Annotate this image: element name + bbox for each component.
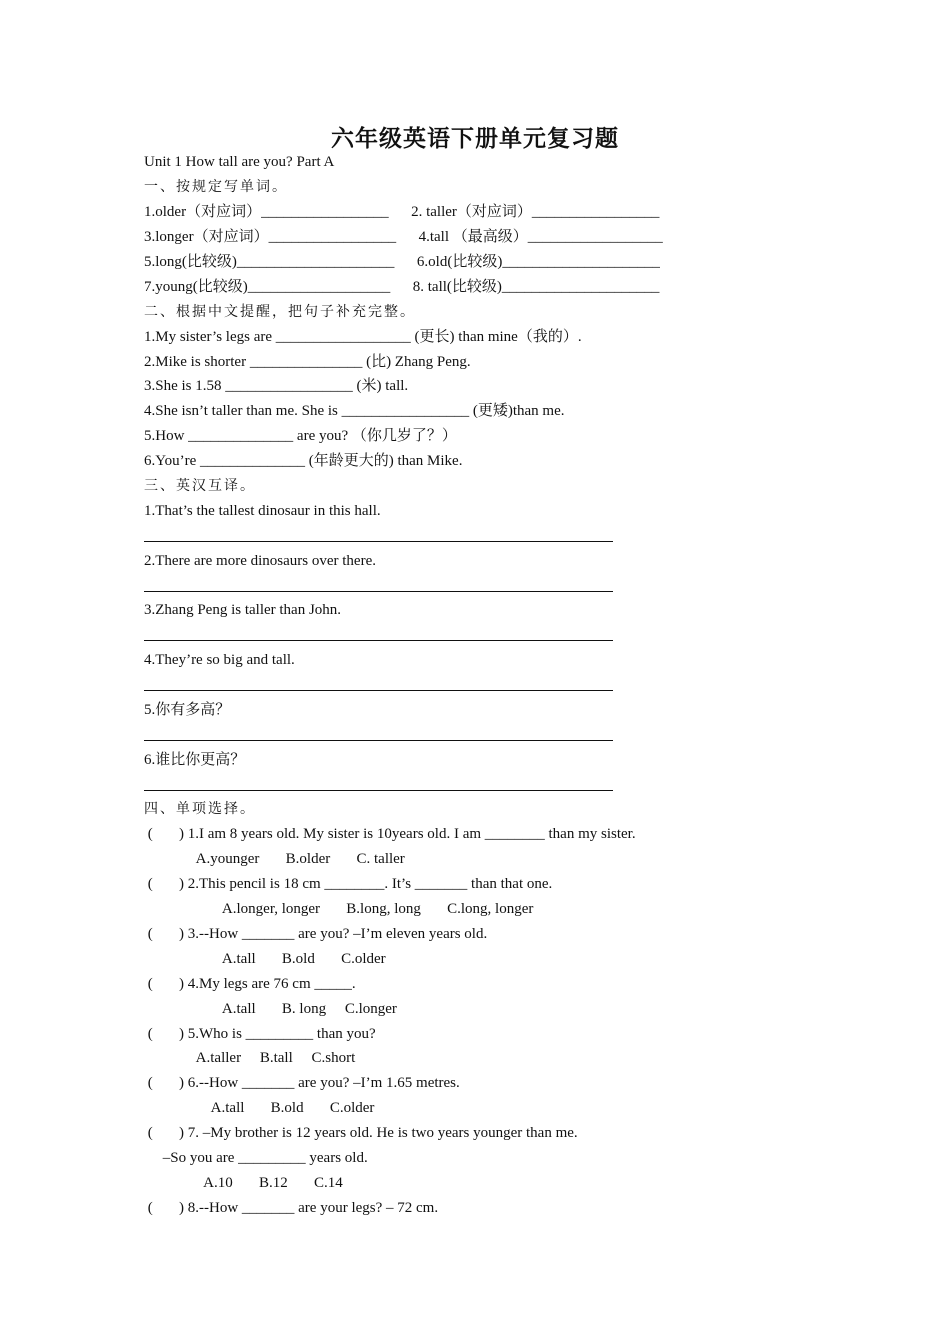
question-line: ( ) 4.My legs are 76 cm _____. (144, 976, 356, 992)
section2-item: 3.She is 1.58 _________________ (米) tall. (144, 378, 409, 394)
section3-heading: 三、英汉互译。 (144, 478, 256, 494)
section2-item: 4.She isn’t taller than me. She is _________________ (更矮)than me. (144, 403, 565, 419)
section1-row: 3.longer（对应词）_________________ 4.tall （最高级）__________________ (144, 229, 663, 245)
question-line: –So you are _________ years old. (144, 1150, 368, 1166)
question-line: ( ) 8.--How _______ are your legs? – 72 cm. (144, 1200, 439, 1216)
section3-item: 2.There are more dinosaurs over there. (144, 553, 376, 569)
options-line: A.tall B. long C.longer (144, 1001, 397, 1017)
section1-heading: 一、按规定写单词。 (144, 179, 288, 195)
answer-line (144, 640, 613, 641)
section2-item: 2.Mike is shorter _______________ (比) Zhang Peng. (144, 354, 471, 370)
question-line: ( ) 1.I am 8 years old. My sister is 10years old. I am ________ than my sister. (144, 826, 636, 842)
question-line: ( ) 2.This pencil is 18 cm ________. It’s _______ than that one. (144, 876, 553, 892)
question-line: ( ) 3.--How _______ are you? –I’m eleven years old. (144, 926, 488, 942)
answer-line (144, 541, 613, 542)
section3-item: 5.你有多高？ (144, 702, 231, 718)
section1-row: 1.older（对应词）_________________ 2. taller（对应词）_________________ (144, 204, 660, 220)
question-line: ( ) 7. –My brother is 12 years old. He is two years younger than me. (144, 1125, 578, 1141)
options-line: A.taller B.tall C.short (144, 1050, 356, 1066)
question-line: ( ) 5.Who is _________ than you? (144, 1026, 376, 1042)
page-title: 六年级英语下册单元复习题 (331, 126, 619, 152)
section1-row: 5.long(比较级)_____________________ 6.old(比较级)_____________________ (144, 254, 660, 270)
options-line: A.younger B.older C. taller (144, 851, 405, 867)
section1-row: 7.young(比较级)___________________ 8. tall(比较级)_____________________ (144, 279, 660, 295)
section2-item: 5.How ______________ are you? （你几岁了？） (144, 428, 457, 444)
section2-item: 6.You’re ______________ (年龄更大的) than Mike. (144, 453, 463, 469)
options-line: A.longer, longer B.long, long C.long, longer (144, 901, 534, 917)
options-line: A.tall B.old C.older (144, 1100, 375, 1116)
unit-heading: Unit 1 How tall are you? Part A (144, 154, 335, 170)
question-line: ( ) 6.--How _______ are you? –I’m 1.65 metres. (144, 1075, 460, 1091)
answer-line (144, 740, 613, 741)
answer-line (144, 790, 613, 791)
section4-heading: 四、单项选择。 (144, 801, 256, 817)
section2-heading: 二、根据中文提醒，把句子补充完整。 (144, 304, 416, 320)
section3-item: 3.Zhang Peng is taller than John. (144, 602, 342, 618)
options-line: A.10 B.12 C.14 (144, 1175, 343, 1191)
section3-item: 1.That’s the tallest dinosaur in this hall. (144, 503, 381, 519)
section3-item: 4.They’re so big and tall. (144, 652, 295, 668)
section3-item: 6.谁比你更高？ (144, 752, 246, 768)
section2-item: 1.My sister’s legs are __________________ (更长) than mine（我的）. (144, 329, 582, 345)
answer-line (144, 591, 613, 592)
answer-line (144, 690, 613, 691)
options-line: A.tall B.old C.older (144, 951, 386, 967)
